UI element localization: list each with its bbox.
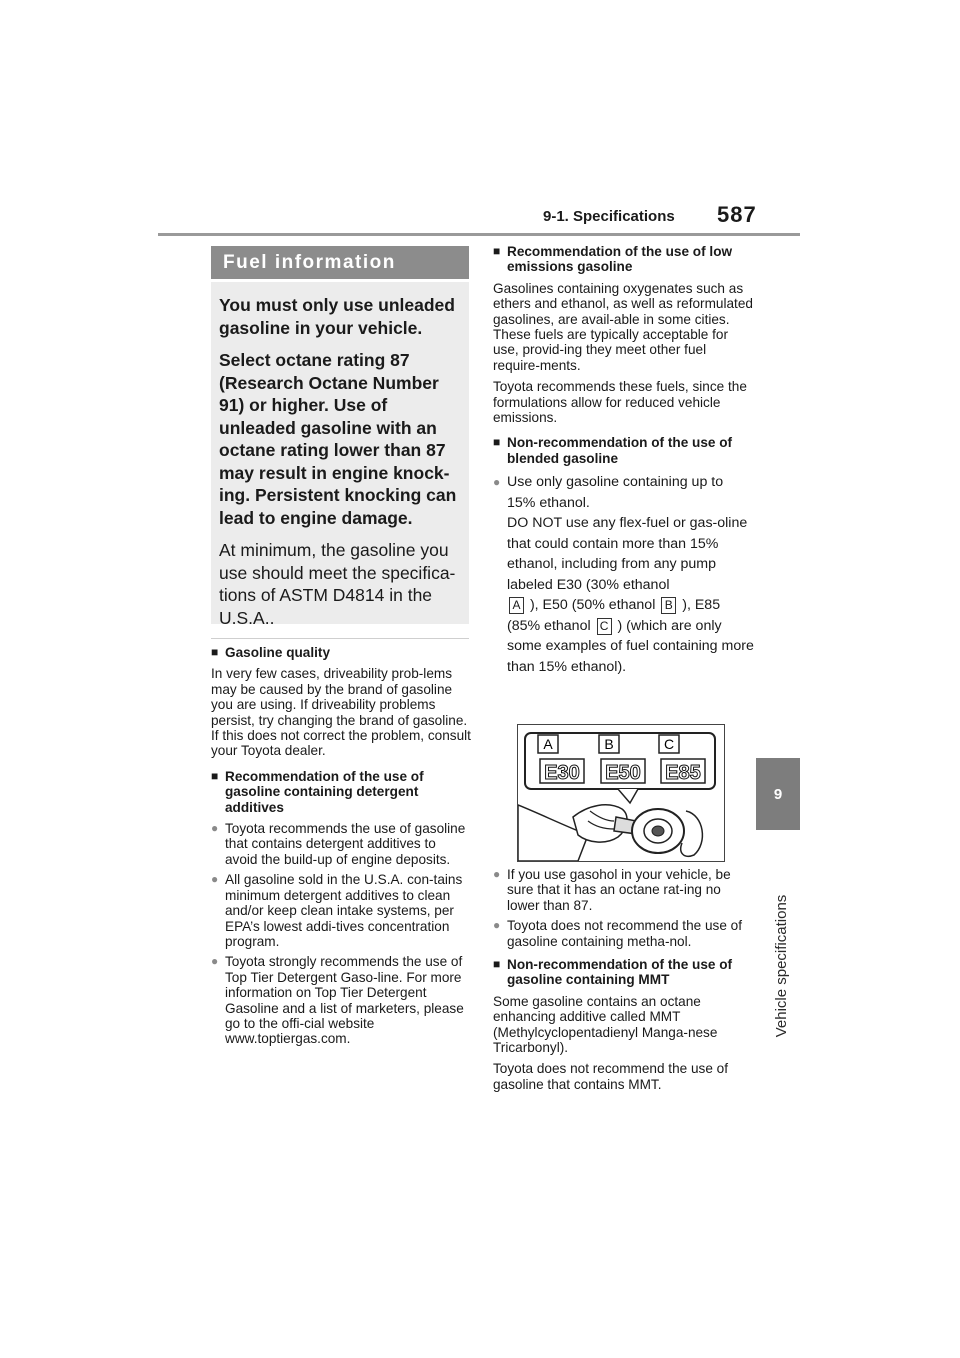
letter-a: A: [543, 736, 553, 752]
label-c-callout: C: [597, 618, 612, 635]
fuel-bold-line-2: Select octane rating 87 (Research Octane Number 91) or higher. Use of unleaded gasoline with an octane rating lower than 87 may result in engine knock-ing. Persistent knocking can lead to engine damage.: [219, 350, 457, 528]
grade-e50: E50: [605, 762, 641, 784]
grade-e85: E85: [665, 762, 701, 784]
right-column-lower: [493, 867, 755, 1098]
blended-heading: ■ Non-recommendation of the use of blended gasoline: [493, 435, 755, 466]
section-title: 9-1. Specifications: [543, 208, 675, 225]
detergent-bullet-1: ● Toyota recommends the use of gasoline that contains detergent additives to avoid the build-up of engine deposits.: [211, 821, 471, 867]
gasoline-quality-heading: ■ Gasoline quality: [211, 645, 471, 660]
fuel-bold-line-1: You must only use unleaded gasoline in your vehicle.: [219, 295, 455, 338]
detergent-heading: ■ Recommendation of the use of gasoline containing detergent additives: [211, 769, 471, 815]
header-divider: [158, 233, 800, 236]
grade-e30: E30: [544, 762, 580, 784]
detergent-bullet-3: ● Toyota strongly recommends the use of Top Tier Detergent Gaso-line. For more information on Top Tier Detergent Gasoline and a list of marketers, please go to the offi-cial website www.toptiergas.com.: [211, 954, 471, 1046]
blended-bullet-part-3: ), E50 (50% ethanol: [526, 597, 660, 614]
detergent-bullet-2: ● All gasoline sold in the U.S.A. con-tains minimum detergent additives to clean and/or keep clean intake systems, per EPA’s lowest addi-tives concentration program.: [211, 872, 471, 949]
fuel-pump-illustration: [517, 724, 725, 862]
low-emissions-para-1: Gasolines containing oxygenates such as ethers and ethanol, as well as reformulated gasolines, are avail-able in some cities. These fuels are typically acceptable for use, provid-ing they meet other fuel require-ments.: [493, 280, 753, 373]
section-divider: [211, 638, 469, 639]
low-emissions-para-2: Toyota recommends these fuels, since the formulations allow for reduced vehicle emissions.: [493, 379, 747, 426]
label-a-callout: A: [509, 597, 524, 614]
blended-bullet-part-2: DO NOT use any flex-fuel or gas-oline that could contain more than 15% ethanol, including from any pump labeled E30 (30% ethanol: [507, 515, 748, 593]
gasohol-bullet: ● If you use gasohol in your vehicle, be sure that it has an octane rat-ing no lower than 87.: [493, 867, 755, 913]
right-column: [493, 244, 755, 682]
fuel-normal-line: At minimum, the gasoline you use should meet the specifica-tions of ASTM D4814 in the U.S.A..: [219, 540, 456, 628]
blended-bullet-part-5: ) (which are only some examples of fuel containing more than 15% ethanol).: [507, 617, 754, 675]
chapter-side-label: [770, 836, 794, 1096]
chapter-label: Vehicle specifications: [773, 894, 790, 1038]
gasoline-quality-body: In very few cases, driveability prob-lems may be caused by the brand of gasoline you are using. If driveability problems persist, try changing the brand of gasoline. If this does not correct the problem, consult your Toyota dealer.: [211, 666, 471, 759]
mmt-heading: ■ Non-recommendation of the use of gasoline containing MMT: [493, 957, 755, 988]
left-column: [211, 645, 471, 1052]
blended-bullet: [493, 472, 755, 677]
mmt-para-1: Some gasoline contains an octane enhancing additive called MMT (Methylcyclopentadienyl Manga-nese Tricarbonyl).: [493, 993, 718, 1056]
label-pointer: [618, 789, 638, 803]
fuel-information-heading: Fuel information: [211, 246, 469, 279]
mmt-para-2: Toyota does not recommend the use of gasoline that contains MMT.: [493, 1061, 729, 1092]
blended-bullet-text: [507, 513, 755, 677]
label-b-callout: B: [661, 597, 676, 614]
methanol-bullet: ● Toyota does not recommend the use of gasoline containing metha-nol.: [493, 918, 755, 949]
chapter-tab[interactable]: [756, 758, 800, 830]
letter-c: C: [663, 736, 675, 752]
letter-b: B: [604, 736, 614, 752]
fuel-pump-drawing: [518, 725, 724, 861]
chapter-number: 9: [773, 785, 783, 803]
fuel-information-box: [211, 282, 469, 628]
blended-bullet-part-4: ), E85 (85% ethanol: [507, 597, 721, 634]
low-emissions-heading: ■ Recommendation of the use of low emissions gasoline: [493, 244, 755, 275]
page-number: 587: [717, 202, 757, 227]
blended-bullet-line-1: ● Use only gasoline containing up to 15% ethanol.: [507, 474, 724, 511]
